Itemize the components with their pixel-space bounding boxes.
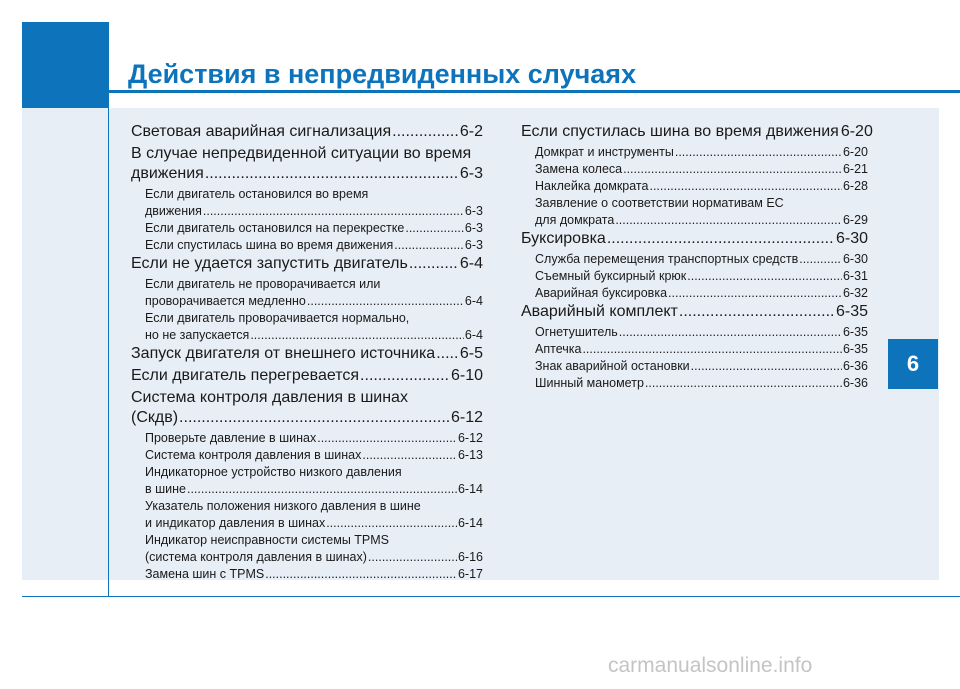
toc-entry-sub[interactable] [131,464,483,498]
toc-dot-leader [582,341,842,358]
toc-page-number: 6-29 [842,213,868,227]
toc-page-number: 6-35 [835,303,868,320]
toc-dot-leader [392,122,459,142]
page-title: Действия в непредвиденных случаях [128,59,637,89]
toc-entry-main[interactable] [521,302,868,322]
toc-entry-sub[interactable] [131,310,483,344]
toc-dot-leader [691,358,842,375]
toc-dot-leader [668,285,842,302]
toc-entry-text: Проверьте давление в шинах [145,431,317,445]
toc-dot-leader [250,327,464,344]
toc-entry-main[interactable] [131,144,483,184]
toc-page-number: 6-12 [457,431,483,445]
toc-entry-text: Наклейка домкрата [535,179,649,193]
toc-dot-leader [409,254,459,274]
toc-page-number: 6-3 [464,238,483,252]
bottom-divider-line [22,596,960,597]
toc-right-column [521,122,873,392]
toc-dot-leader [203,203,464,220]
toc-entry-sub[interactable] [131,237,483,254]
toc-entry-sub[interactable] [131,566,483,583]
toc-entry-text: Если двигатель проворачивается нормально, [145,311,410,325]
toc-page-number: 6-17 [457,567,483,581]
toc-entry-text: проворачивается медленно [145,294,306,308]
toc-dot-leader [360,366,450,386]
header-blue-block [22,22,109,108]
toc-page-number: 6-20 [842,145,868,159]
toc-entry-main[interactable] [131,344,483,364]
toc-dot-leader [179,408,450,428]
toc-page-number: 6-4 [464,328,483,342]
toc-entry-sub[interactable] [521,161,868,178]
toc-page-number: 6-36 [842,359,868,373]
toc-entry-sub[interactable] [521,195,868,229]
toc-entry-text: и индикатор давления в шинах [145,516,326,530]
toc-dot-leader [405,220,464,237]
toc-dot-leader [187,481,457,498]
toc-entry-main[interactable] [131,366,483,386]
toc-page-number: 6-12 [450,409,483,426]
toc-entry-sub[interactable] [131,498,483,532]
toc-entry-sub[interactable] [521,358,868,375]
toc-entry-text: движения [145,204,202,218]
toc-entry-sub[interactable] [131,220,483,237]
toc-dot-leader [649,178,842,195]
toc-entry-sub[interactable] [521,251,868,268]
toc-entry-text: Съемный буксирный крюк [535,269,687,283]
toc-page-number: 6-30 [842,252,868,266]
toc-entry-sub[interactable] [521,144,868,161]
toc-dot-leader [607,229,835,249]
toc-page-number: 6-32 [842,286,868,300]
toc-entry-sub[interactable] [521,178,868,195]
toc-entry-sub[interactable] [131,186,483,220]
toc-page-number: 6-10 [450,367,483,384]
toc-entry-sub[interactable] [131,276,483,310]
toc-entry-main[interactable] [131,388,483,428]
toc-entry-text: Если двигатель не проворачивается или [145,277,381,291]
toc-page-number: 6-3 [464,204,483,218]
toc-dot-leader [623,161,842,178]
toc-dot-leader [362,447,457,464]
toc-entry-text: Если спустилась шина во время движения [521,123,839,140]
toc-entry-main[interactable] [521,229,868,249]
toc-entry-text: Если спустилась шина во время движения [145,238,394,252]
toc-page-number: 6-31 [842,269,868,283]
toc-entry-text: Замена колеса [535,162,623,176]
toc-entry-text: Служба перемещения транспортных средств [535,252,799,266]
toc-dot-leader [675,144,842,161]
toc-dot-leader [326,515,457,532]
toc-entry-text: Если двигатель перегревается [131,367,360,384]
chapter-tab[interactable]: 6 [888,339,938,389]
toc-dot-leader [436,344,459,364]
toc-dot-leader [687,268,842,285]
toc-page-number: 6-20 [840,123,873,140]
toc-entry-text: для домкрата [535,213,615,227]
toc-entry-sub[interactable] [521,341,868,358]
toc-entry-text: Система контроля давления в шинах [131,389,408,406]
toc-entry-text: Знак аварийной остановки [535,359,690,373]
toc-dot-leader [205,164,459,184]
toc-page-number: 6-35 [842,342,868,356]
toc-page-number: 6-4 [464,294,483,308]
toc-page-number: 6-5 [459,345,483,362]
toc-dot-leader [265,566,457,583]
toc-entry-text: В случае непредвиденной ситуации во время [131,145,472,162]
toc-entry-sub[interactable] [521,375,868,392]
toc-entry-sub[interactable] [521,268,868,285]
toc-entry-text: в шине [145,482,186,496]
toc-page-number: 6-4 [459,255,483,272]
toc-entry-text: Домкрат и инструменты [535,145,674,159]
toc-entry-sub[interactable] [131,430,483,447]
toc-dot-leader [645,375,842,392]
toc-page-number: 6-30 [835,230,868,247]
title-underline [109,90,960,93]
toc-dot-leader [679,302,835,322]
toc-entry-text: Система контроля давления в шинах [145,448,362,462]
toc-entry-main[interactable] [521,122,873,142]
toc-page-number: 6-28 [842,179,868,193]
toc-dot-leader [394,237,464,254]
toc-entry-text: Если двигатель остановился во время [145,187,369,201]
toc-entry-text: движения [131,165,204,182]
toc-entry-text: Указатель положения низкого давления в шине [145,499,421,513]
toc-entry-main[interactable] [131,122,483,142]
toc-dot-leader [307,293,464,310]
toc-page-number: 6-16 [457,550,483,564]
toc-entry-text: Аварийная буксировка [535,286,668,300]
margin-divider-line [108,108,109,596]
toc-page-number: 6-21 [842,162,868,176]
toc-entry-text: Аварийный комплект [521,303,678,320]
toc-entry-text: но не запускается [145,328,250,342]
toc-left-column [131,122,483,583]
toc-entry-text: Световая аварийная сигнализация [131,123,392,140]
toc-entry-sub[interactable] [131,532,483,566]
toc-entry-text: Если двигатель остановился на перекрестке [145,221,405,235]
toc-page-number: 6-35 [842,325,868,339]
toc-entry-text: Аптечка [535,342,582,356]
toc-page-number: 6-14 [457,482,483,496]
toc-entry-text: Заявление о соответствии нормативам ЕС [535,196,784,210]
toc-dot-leader [368,549,457,566]
toc-entry-text: Огнетушитель [535,325,618,339]
toc-entry-text: Индикатор неисправности системы TPMS [145,533,390,547]
toc-dot-leader [619,324,842,341]
toc-entry-text: (система контроля давления в шинах) [145,550,367,564]
toc-entry-text: Шинный манометр [535,376,644,390]
watermark: carmanualsonline.info [608,654,813,677]
toc-entry-sub[interactable] [521,285,868,302]
toc-dot-leader [615,212,842,229]
toc-entry-main[interactable] [131,254,483,274]
toc-page-number: 6-3 [464,221,483,235]
toc-page-number: 6-14 [457,516,483,530]
toc-entry-sub[interactable] [521,324,868,341]
toc-entry-text: Буксировка [521,230,606,247]
toc-entry-text: (Скдв) [131,409,179,426]
toc-entry-sub[interactable] [131,447,483,464]
toc-page-number: 6-3 [459,165,483,182]
toc-entry-text: Замена шин с TPMS [145,567,265,581]
toc-entry-text: Если не удается запустить двигатель [131,255,408,272]
toc-entry-text: Индикаторное устройство низкого давления [145,465,402,479]
toc-entry-text: Запуск двигателя от внешнего источника [131,345,436,362]
toc-page-number: 6-36 [842,376,868,390]
toc-dot-leader [799,251,842,268]
toc-page-number: 6-13 [457,448,483,462]
toc-page-number: 6-2 [459,123,483,140]
toc-dot-leader [317,430,457,447]
